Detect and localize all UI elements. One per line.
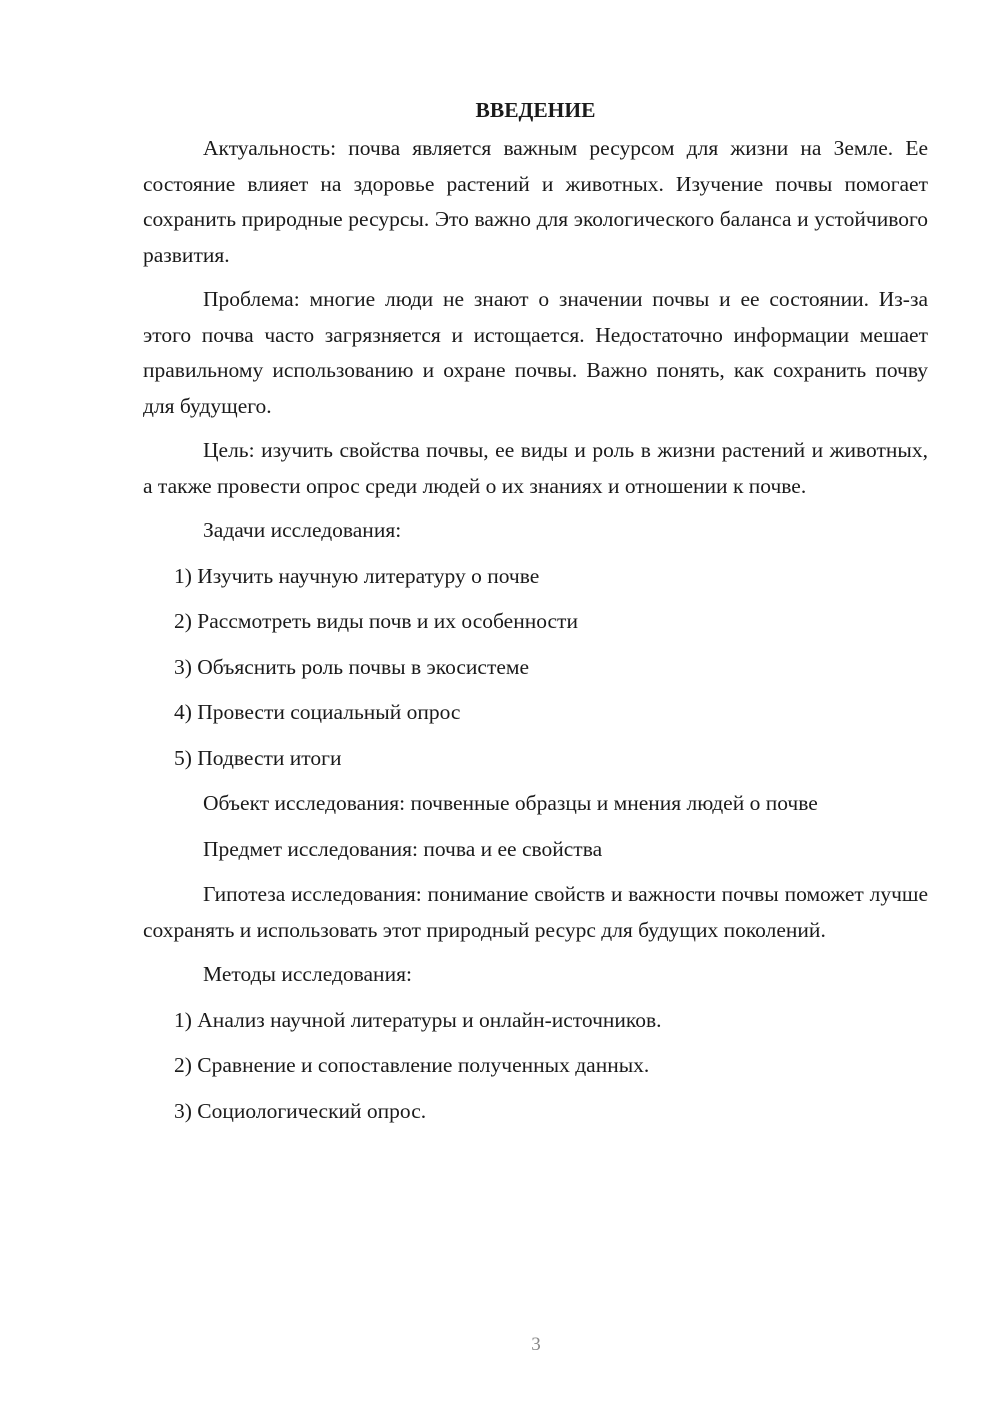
task-item-1: 1) Изучить научную литературу о почве [174, 563, 540, 588]
method-item-3: 3) Социологический опрос. [174, 1098, 427, 1123]
goal-paragraph: Цель: изучить свойства почвы, ее виды и роль в жизни растений и животных, а также провести опрос среди людей о их знаниях и отношении к почве. [143, 438, 928, 498]
page-title: ВВЕДЕНИЕ [475, 98, 596, 122]
problem-paragraph: Проблема: многие люди не знают о значении почвы и ее состоянии. Из-за этого почва часто загрязняется и истощается. Недостаточно информации мешает правильному использованию и охране почвы. Важно понять, как сохранить почву для будущего. [143, 287, 928, 418]
page-number: 3 [531, 1334, 541, 1355]
methods-label: Методы исследования: [203, 962, 412, 986]
relevance-paragraph: Актуальность: почва является важным ресурсом для жизни на Земле. Ее состояние влияет на здоровье растений и животных. Изучение почвы помогает сохранить природные ресурсы. Это важно для экологического баланса и устойчивого развития. [143, 136, 928, 267]
hypothesis-paragraph: Гипотеза исследования: понимание свойств и важности почвы поможет лучше сохранять и использовать этот природный ресурс для будущих поколений. [143, 882, 928, 942]
task-item-3: 3) Объяснить роль почвы в экосистеме [174, 654, 530, 679]
method-item-1: 1) Анализ научной литературы и онлайн-источников. [174, 1007, 662, 1032]
task-item-5: 5) Подвести итоги [174, 745, 342, 770]
research-subject: Предмет исследования: почва и ее свойства [203, 836, 603, 861]
task-item-4: 4) Провести социальный опрос [174, 700, 461, 724]
research-object: Объект исследования: почвенные образцы и мнения людей о почве [203, 791, 818, 815]
tasks-label: Задачи исследования: [203, 518, 402, 542]
page-content [143, 95, 928, 1139]
method-item-2: 2) Сравнение и сопоставление полученных данных. [174, 1053, 650, 1077]
task-item-2: 2) Рассмотреть виды почв и их особенности [174, 609, 578, 633]
